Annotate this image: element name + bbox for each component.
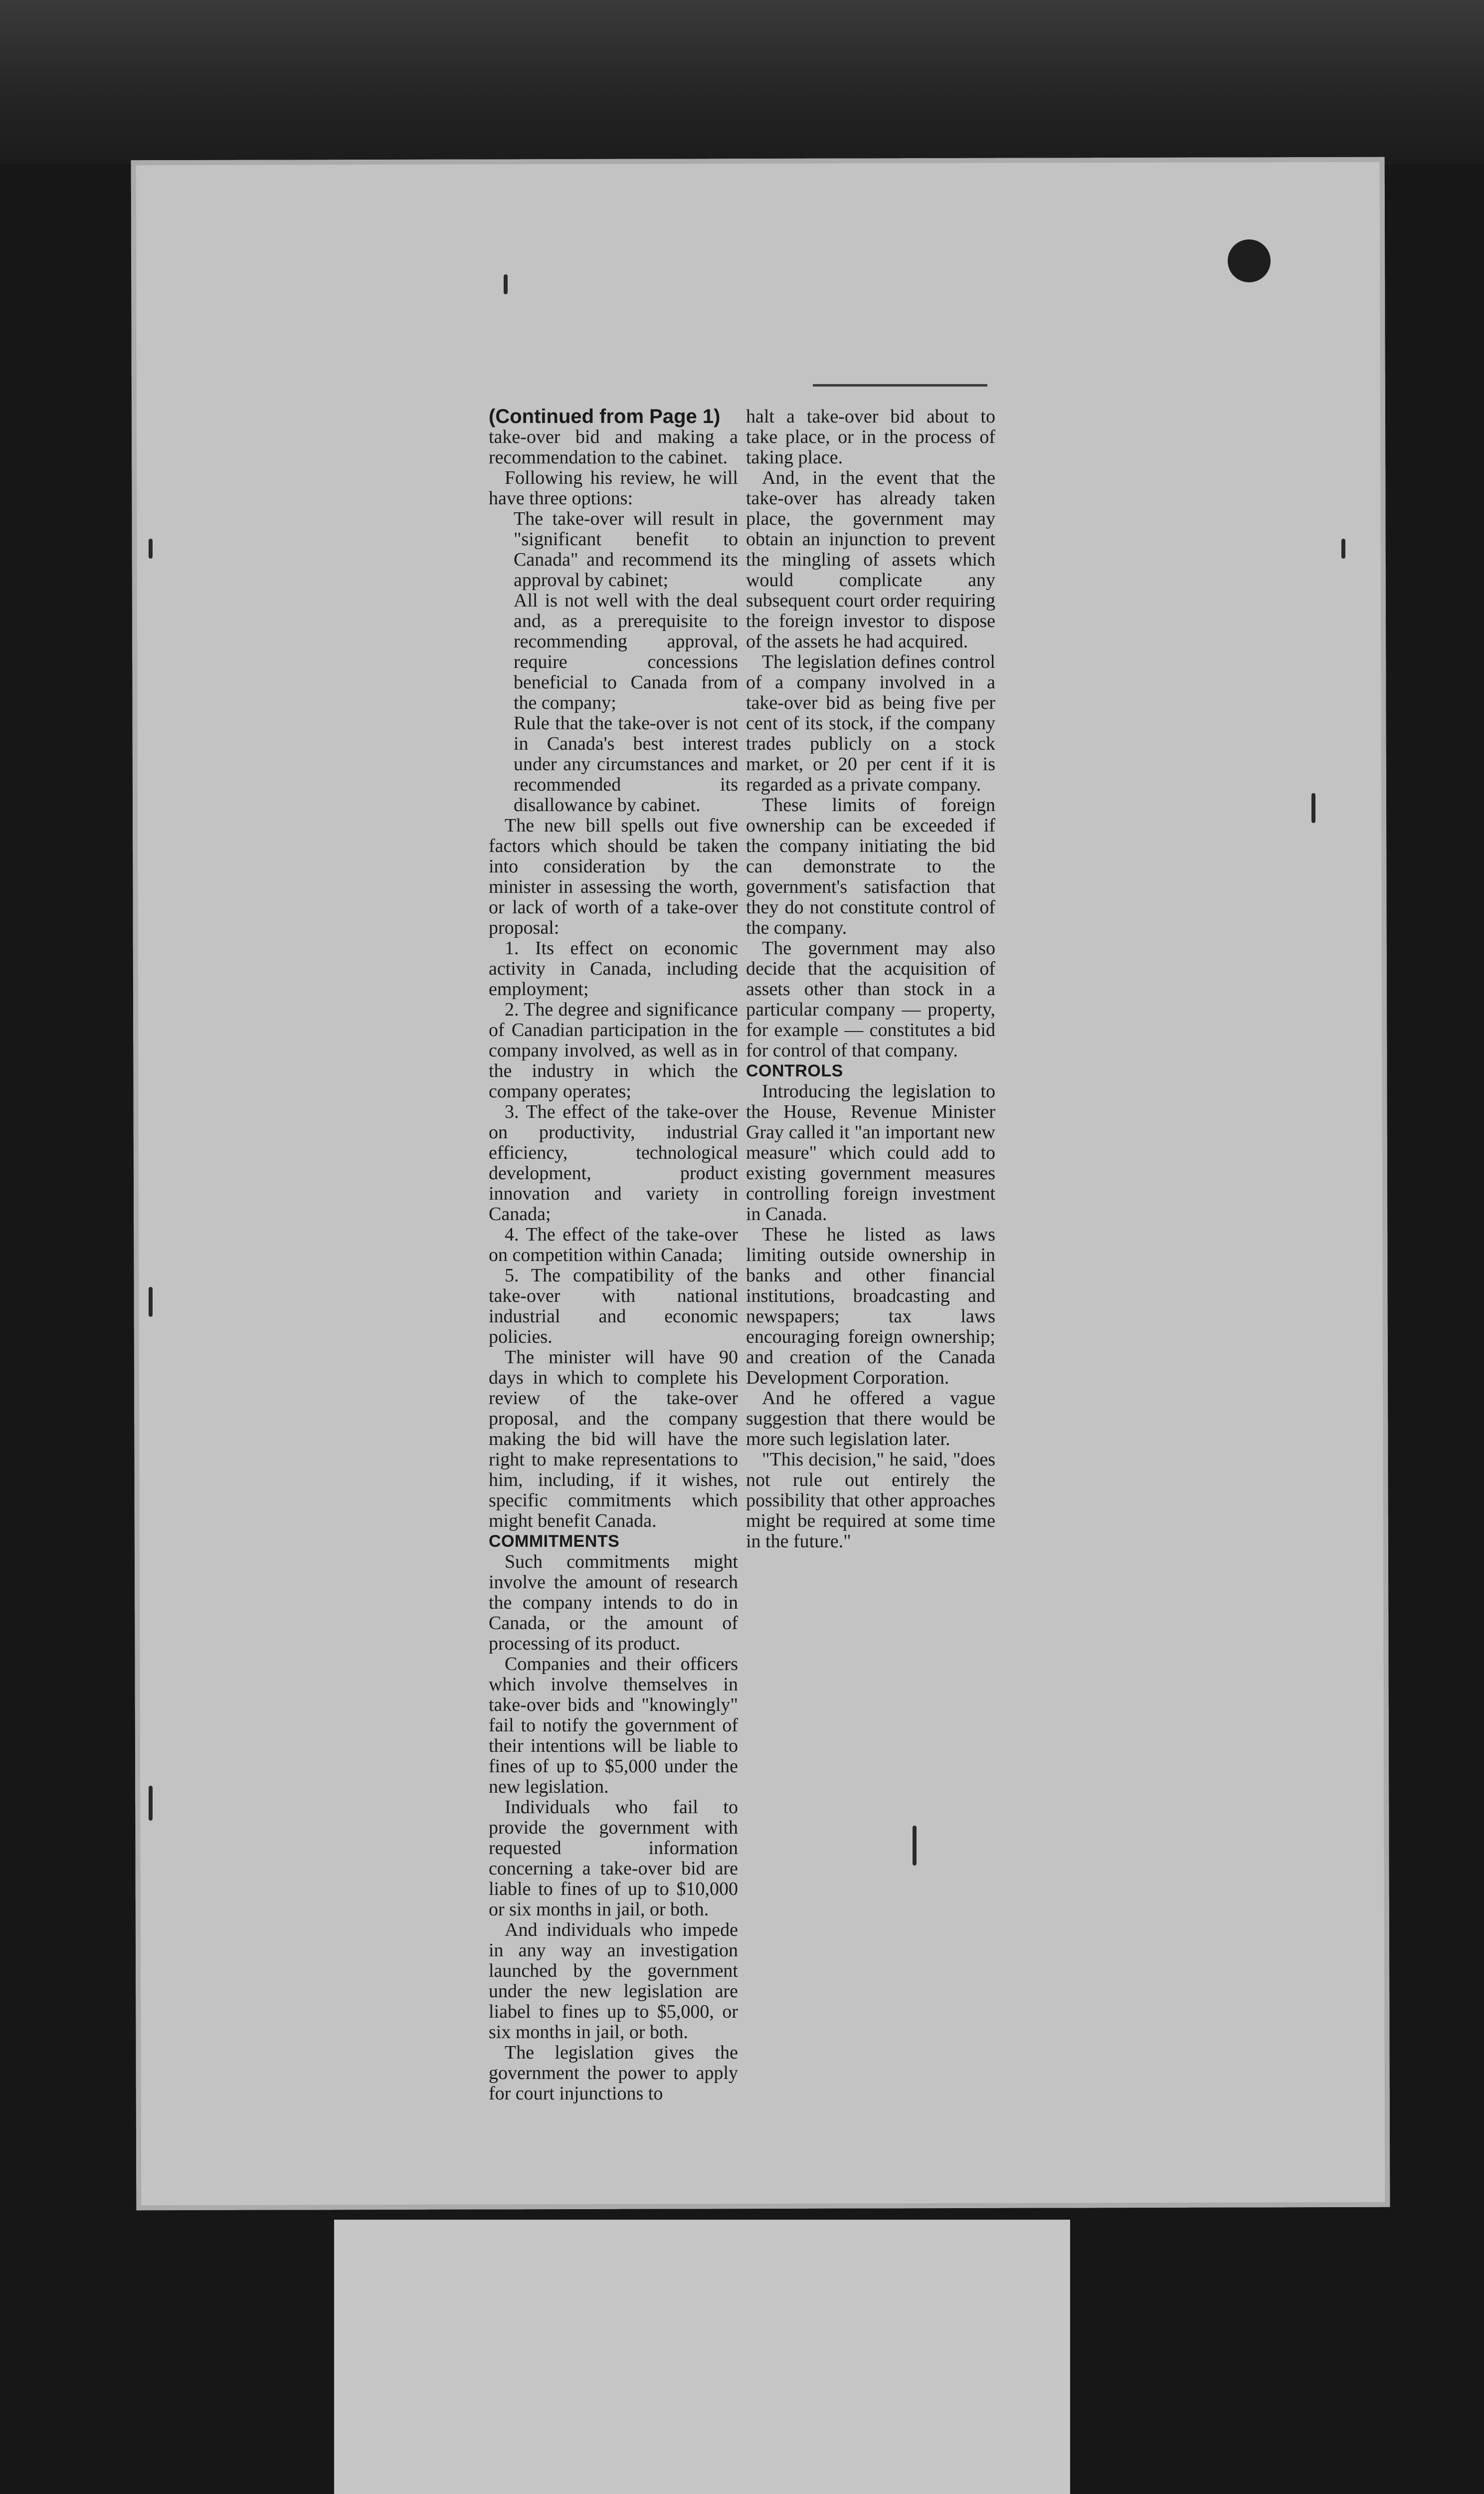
paragraph: And, in the event that the take-over has already taken place, the government may obtain an injunction to prevent the mingling of assets which would complicate any subsequent court order requiring the foreign investor to dispose of the assets he had acquired. — [746, 467, 995, 652]
paragraph: The minister will have 90 days in which to complete his review of the take-over proposal, and the company making the bid will have the right to make representations to him, including, if it wishes, specific commitments which might benefit Canada. — [489, 1347, 738, 1531]
scratch-mark — [149, 1287, 153, 1317]
paragraph: These he listed as laws limiting outside ownership in banks and other financial institutions, broadcasting and newspapers; tax laws encouraging foreign ownership; and creation of the Canada Development Corporation. — [746, 1224, 995, 1388]
paragraph: Such commitments might involve the amount of research the company intends to do in Canada, or the amount of processing of its product. — [489, 1551, 738, 1654]
paragraph: Companies and their officers which involve themselves in take-over bids and "knowingly" fail to notify the government of their intentions will be liable to fines of up to $5,000 under the new legislation. — [489, 1654, 738, 1797]
option-item: All is not well with the deal and, as a prerequisite to recommending approval, require concessions beneficial to Canada from the company; — [514, 590, 738, 713]
article-right-column — [746, 407, 995, 1552]
option-item: The take-over will result in "significant benefit to Canada" and recommend its approval by cabinet; — [514, 508, 738, 591]
scratch-mark — [149, 1786, 153, 1821]
factor-item: 5. The compatibility of the take-over with national industrial and economic policies. — [489, 1265, 738, 1347]
controls-heading: CONTROLS — [746, 1061, 843, 1080]
paragraph: Individuals who fail to provide the government with requested information concerning a take-over bid are liable to fines of up to $10,000 or six months in jail, or both. — [489, 1797, 738, 1920]
option-item: Rule that the take-over is not in Canada's best interest under any circumstances and recommended its disallowance by cabinet. — [514, 713, 738, 816]
scratch-mark — [149, 539, 153, 559]
paragraph: And he offered a vague suggestion that there would be more such legislation later. — [746, 1388, 995, 1450]
paragraph: take-over bid and making a recommendation to the cabinet. — [489, 426, 738, 468]
paragraph: These limits of foreign ownership can be exceeded if the company initiating the bid can demonstrate to the government's satisfaction that they do not constitute control of the company. — [746, 795, 995, 938]
scratch-mark — [913, 1826, 917, 1866]
paragraph: The government may also decide that the acquisition of assets other than stock in a particular company — property, for example — constitutes a bid for control of that company. — [746, 938, 995, 1061]
factor-item: 4. The effect of the take-over on competition within Canada; — [489, 1224, 738, 1265]
commitments-heading: COMMITMENTS — [489, 1532, 620, 1551]
paragraph: The new bill spells out five factors which should be taken into consideration by the minister in assessing the worth, or lack of worth of a take-over proposal: — [489, 815, 738, 938]
paragraph: And individuals who impede in any way an investigation launched by the government under the new legislation are liabel to fines up to $5,000, or six months in jail, or both. — [489, 1919, 738, 2043]
scratch-mark — [504, 274, 508, 294]
factor-item: 2. The degree and significance of Canadian participation in the company involved, as well as in the industry in which the company operates; — [489, 999, 738, 1102]
paragraph: Following his review, he will have three options: — [489, 467, 738, 509]
paragraph: The legislation gives the government the power to apply for court injunctions to — [489, 2042, 738, 2104]
article-left-column — [489, 407, 738, 2104]
film-edge-top — [0, 0, 1484, 165]
paragraph: halt a take-over bid about to take place, or in the process of taking place. — [746, 406, 995, 468]
paragraph: Introducing the legislation to the House, Revenue Minister Gray called it "an important new measure" which could add to existing government measures controlling foreign investment in Canada. — [746, 1081, 995, 1225]
punch-hole — [1228, 239, 1271, 282]
factor-item: 1. Its effect on economic activity in Canada, including employment; — [489, 938, 738, 1000]
factor-item: 3. The effect of the take-over on productivity, industrial efficiency, technological development, product innovation and variety in Canada; — [489, 1101, 738, 1225]
paragraph: The legislation defines control of a company involved in a take-over bid as being five per cent of its stock, if the company trades publicly on a stock market, or 20 per cent if it is regarded as a private company. — [746, 651, 995, 795]
blank-slip — [334, 2220, 1070, 2494]
paragraph: "This decision," he said, "does not rule out entirely the possibility that other approaches might be required at some time in the future." — [746, 1449, 995, 1552]
scratch-mark — [1311, 793, 1315, 823]
continued-label: (Continued from Page 1) — [489, 406, 721, 427]
scratch-mark — [1341, 539, 1345, 559]
top-rule — [813, 384, 987, 387]
